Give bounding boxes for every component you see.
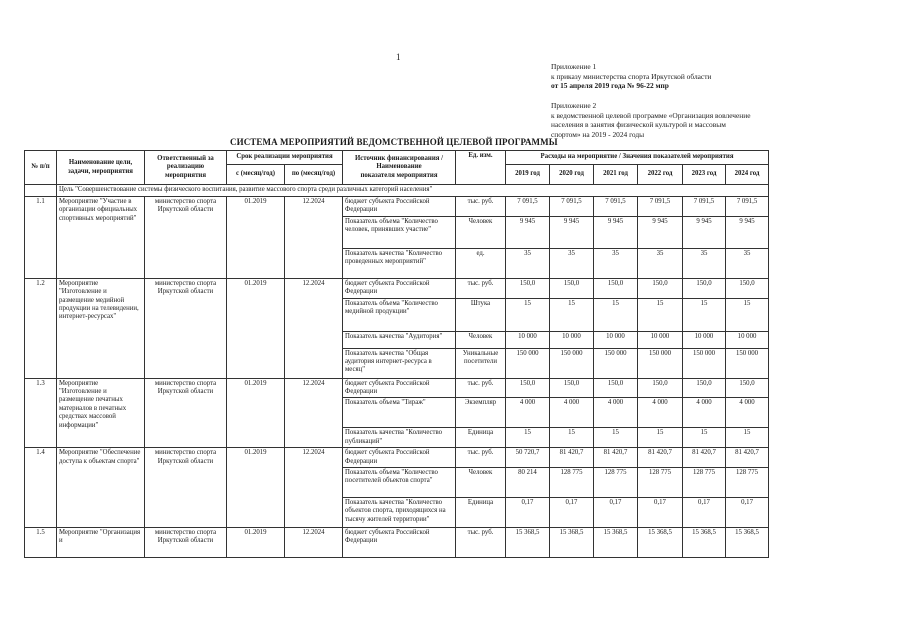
indicator-unit: Человек bbox=[456, 331, 506, 348]
indicator-value: 9 945 bbox=[726, 216, 769, 248]
indicator-value: 15 368,5 bbox=[726, 528, 769, 558]
indicator-label: бюджет субъекта Российской Федерации bbox=[343, 448, 456, 468]
indicator-label: Показатель качества "Общая аудитория интернет-ресурса в месяц" bbox=[343, 348, 456, 378]
indicator-value: 15 bbox=[726, 428, 769, 448]
indicator-value: 150,0 bbox=[594, 278, 638, 298]
header-to: по (месяц/год) bbox=[285, 165, 343, 185]
indicator-value: 150,0 bbox=[506, 378, 550, 398]
header-unit: Ед. изм. bbox=[456, 151, 506, 185]
table-row bbox=[25, 448, 769, 468]
indicator-value: 150 000 bbox=[506, 348, 550, 378]
indicator-value: 80 214 bbox=[506, 468, 550, 498]
indicator-value: 9 945 bbox=[594, 216, 638, 248]
indicator-value: 9 945 bbox=[638, 216, 683, 248]
indicator-value: 15 bbox=[594, 428, 638, 448]
indicator-value: 10 000 bbox=[506, 331, 550, 348]
indicator-value: 15 bbox=[594, 298, 638, 331]
indicator-value: 0,17 bbox=[506, 498, 550, 528]
indicator-value: 7 091,5 bbox=[506, 197, 550, 217]
indicator-value: 150 000 bbox=[726, 348, 769, 378]
indicator-label: Показатель качества "Количество объектов спорта, приходящихся на тысячу жителей территории" bbox=[343, 498, 456, 528]
measure-num: 1.4 bbox=[25, 448, 57, 528]
measure-num: 1.1 bbox=[25, 197, 57, 279]
indicator-value: 150,0 bbox=[683, 378, 726, 398]
goal-text: Цель "Совершенствование системы физического воспитания, развитие массового спорта среди различных категорий населения" bbox=[57, 185, 769, 197]
indicator-label: Показатель качества "Аудитория" bbox=[343, 331, 456, 348]
measure-name: Мероприятие "Изготовление и размещение печатных материалов в печатных средствах массовой информации" bbox=[57, 378, 145, 448]
measure-responsible: министерство спорта Иркутской области bbox=[145, 278, 227, 378]
indicator-value: 4 000 bbox=[594, 398, 638, 428]
indicator-label: Показатель объема "Количество посетителей объектов спорта" bbox=[343, 468, 456, 498]
indicator-unit: Единица bbox=[456, 498, 506, 528]
indicator-value: 15 368,5 bbox=[506, 528, 550, 558]
measure-from: 01.2019 bbox=[227, 448, 285, 528]
indicator-value: 15 bbox=[638, 298, 683, 331]
indicator-value: 10 000 bbox=[726, 331, 769, 348]
measure-responsible: министерство спорта Иркутской области bbox=[145, 197, 227, 279]
indicator-value: 7 091,5 bbox=[550, 197, 594, 217]
indicator-value: 0,17 bbox=[638, 498, 683, 528]
header-source bbox=[343, 151, 456, 185]
indicator-label: бюджет субъекта Российской Федерации bbox=[343, 528, 456, 558]
measure-num: 1.2 bbox=[25, 278, 57, 378]
indicator-unit: тыс. руб. bbox=[456, 278, 506, 298]
indicator-unit: тыс. руб. bbox=[456, 448, 506, 468]
indicator-value: 9 945 bbox=[506, 216, 550, 248]
indicator-value: 7 091,5 bbox=[726, 197, 769, 217]
header-num: № п/п bbox=[25, 151, 57, 185]
table-row bbox=[25, 197, 769, 217]
measure-num: 1.5 bbox=[25, 528, 57, 558]
indicator-label: Показатель объема "Количество человек, принявших участие" bbox=[343, 216, 456, 248]
measure-from: 01.2019 bbox=[227, 197, 285, 279]
indicator-unit: тыс. руб. bbox=[456, 528, 506, 558]
indicator-value: 4 000 bbox=[683, 398, 726, 428]
indicator-value: 81 420,7 bbox=[726, 448, 769, 468]
indicator-unit: Человек bbox=[456, 468, 506, 498]
header-from: с (месяц/год) bbox=[227, 165, 285, 185]
indicator-value: 7 091,5 bbox=[594, 197, 638, 217]
indicator-value: 50 720,7 bbox=[506, 448, 550, 468]
measure-name: Мероприятие "Организация и bbox=[57, 528, 145, 558]
measure-to: 12.2024 bbox=[285, 528, 343, 558]
header-source-line-2: Наименование bbox=[376, 163, 422, 171]
indicator-value: 150,0 bbox=[638, 278, 683, 298]
indicator-value: 150 000 bbox=[594, 348, 638, 378]
indicator-value: 15 368,5 bbox=[550, 528, 594, 558]
indicator-unit: Уникальные посетители bbox=[456, 348, 506, 378]
indicator-value: 81 420,7 bbox=[638, 448, 683, 468]
header-year-2020: 2020 год bbox=[550, 165, 594, 185]
indicator-value: 35 bbox=[638, 248, 683, 278]
indicator-label: Показатель объема "Количество медийной продукции" bbox=[343, 298, 456, 331]
table-row bbox=[25, 378, 769, 398]
indicator-label: Показатель объема "Тираж" bbox=[343, 398, 456, 428]
indicator-value: 35 bbox=[683, 248, 726, 278]
appendix-2-line-3: населения в занятия физической культурой и массовым bbox=[551, 120, 726, 130]
header-year-2019: 2019 год bbox=[506, 165, 550, 185]
indicator-value: 4 000 bbox=[550, 398, 594, 428]
indicator-value: 4 000 bbox=[506, 398, 550, 428]
indicator-value: 0,17 bbox=[726, 498, 769, 528]
indicator-value: 4 000 bbox=[638, 398, 683, 428]
indicator-value: 15 368,5 bbox=[638, 528, 683, 558]
appendix-2-line-4: спортом» на 2019 - 2024 годы bbox=[551, 129, 645, 139]
measure-to: 12.2024 bbox=[285, 378, 343, 448]
indicator-value: 9 945 bbox=[550, 216, 594, 248]
measure-name: Мероприятие "Обеспечение доступа к объектам спорта" bbox=[57, 448, 145, 528]
indicator-value: 15 368,5 bbox=[594, 528, 638, 558]
header-year-2022: 2022 год bbox=[638, 165, 683, 185]
indicator-value: 81 420,7 bbox=[683, 448, 726, 468]
measure-to: 12.2024 bbox=[285, 197, 343, 279]
indicator-value: 150,0 bbox=[726, 278, 769, 298]
indicator-value: 10 000 bbox=[683, 331, 726, 348]
document-title: СИСТЕМА МЕРОПРИЯТИЙ ВЕДОМСТВЕННОЙ ЦЕЛЕВОЙ ПРОГРАММЫ bbox=[230, 137, 558, 147]
indicator-unit: Человек bbox=[456, 216, 506, 248]
indicator-value: 150,0 bbox=[594, 378, 638, 398]
indicator-value: 128 775 bbox=[683, 468, 726, 498]
indicator-value: 15 bbox=[550, 298, 594, 331]
measure-to: 12.2024 bbox=[285, 278, 343, 378]
indicator-value: 4 000 bbox=[726, 398, 769, 428]
indicator-value: 150,0 bbox=[638, 378, 683, 398]
measure-from: 01.2019 bbox=[227, 378, 285, 448]
measure-to: 12.2024 bbox=[285, 448, 343, 528]
measure-num: 1.3 bbox=[25, 378, 57, 448]
indicator-value: 10 000 bbox=[594, 331, 638, 348]
appendix-1-title: Приложение 1 bbox=[551, 62, 597, 71]
indicator-unit: Экземпляр bbox=[456, 398, 506, 428]
header-year-2021: 2021 год bbox=[594, 165, 638, 185]
indicator-label: Показатель качества "Количество публикаций" bbox=[343, 428, 456, 448]
header-expenses: Расходы на мероприятие / Значения показателей мероприятия bbox=[506, 151, 769, 165]
indicator-unit: тыс. руб. bbox=[456, 378, 506, 398]
indicator-value: 15 bbox=[550, 428, 594, 448]
indicator-label: Показатель качества "Количество проведенных мероприятий" bbox=[343, 248, 456, 278]
indicator-unit: Единица bbox=[456, 428, 506, 448]
indicator-value: 15 bbox=[638, 428, 683, 448]
measure-from: 01.2019 bbox=[227, 528, 285, 558]
indicator-value: 35 bbox=[550, 248, 594, 278]
appendix-2-line-2: к ведомственной целевой программе «Организация вовлечение bbox=[551, 110, 751, 120]
indicator-label: бюджет субъекта Российской Федерации bbox=[343, 278, 456, 298]
indicator-label: бюджет субъекта Российской Федерации bbox=[343, 197, 456, 217]
indicator-value: 15 bbox=[506, 298, 550, 331]
header-source-line-3: показателя мероприятия bbox=[360, 171, 438, 179]
appendix-1-order: к приказу министерства спорта Иркутской области bbox=[551, 71, 712, 81]
appendix-1-block bbox=[551, 62, 711, 91]
indicator-value: 150,0 bbox=[726, 378, 769, 398]
indicator-value: 35 bbox=[726, 248, 769, 278]
indicator-value: 0,17 bbox=[683, 498, 726, 528]
measure-responsible: министерство спорта Иркутской области bbox=[145, 378, 227, 448]
indicator-value: 15 bbox=[726, 298, 769, 331]
indicator-unit: ед. bbox=[456, 248, 506, 278]
header-period: Срок реализации мероприятия bbox=[227, 151, 343, 165]
indicator-value: 7 091,5 bbox=[638, 197, 683, 217]
indicator-value: 10 000 bbox=[550, 331, 594, 348]
page-number: 1 bbox=[396, 52, 401, 62]
measure-name: Мероприятие "Изготовление и размещение медийной продукции на телевидении, интернет-ресурсах" bbox=[57, 278, 145, 378]
indicator-value: 81 420,7 bbox=[550, 448, 594, 468]
measures-table bbox=[24, 150, 769, 558]
goal-row bbox=[25, 185, 769, 197]
indicator-value: 81 420,7 bbox=[594, 448, 638, 468]
indicator-value: 128 775 bbox=[726, 468, 769, 498]
indicator-value: 15 bbox=[683, 298, 726, 331]
indicator-value: 0,17 bbox=[594, 498, 638, 528]
indicator-unit: тыс. руб. bbox=[456, 197, 506, 217]
indicator-value: 15 bbox=[506, 428, 550, 448]
header-year-2024: 2024 год bbox=[726, 165, 769, 185]
goal-num-cell bbox=[25, 185, 57, 197]
indicator-value: 150,0 bbox=[506, 278, 550, 298]
table-row bbox=[25, 278, 769, 298]
table-body bbox=[25, 185, 769, 558]
table-row bbox=[25, 528, 769, 558]
indicator-value: 15 bbox=[683, 428, 726, 448]
appendix-1-date: от 15 апреля 2019 года № 96-22 мпр bbox=[551, 81, 669, 91]
indicator-value: 150 000 bbox=[683, 348, 726, 378]
measure-from: 01.2019 bbox=[227, 278, 285, 378]
indicator-unit: Штука bbox=[456, 298, 506, 331]
header-year-2023: 2023 год bbox=[683, 165, 726, 185]
indicator-value: 128 775 bbox=[550, 468, 594, 498]
header-source-line-1: Источник финансирования / bbox=[354, 154, 443, 162]
indicator-value: 150 000 bbox=[550, 348, 594, 378]
indicator-value: 35 bbox=[506, 248, 550, 278]
indicator-value: 150 000 bbox=[638, 348, 683, 378]
table-header bbox=[25, 151, 769, 185]
indicator-value: 7 091,5 bbox=[683, 197, 726, 217]
indicator-label: бюджет субъекта Российской Федерации bbox=[343, 378, 456, 398]
appendix-2-title: Приложение 2 bbox=[551, 101, 597, 110]
indicator-value: 150,0 bbox=[683, 278, 726, 298]
measure-name: Мероприятие "Участие в организации официальных спортивных мероприятий" bbox=[57, 197, 145, 279]
indicator-value: 0,17 bbox=[550, 498, 594, 528]
indicator-value: 150,0 bbox=[550, 378, 594, 398]
header-name: Наименование цели, задачи, мероприятия bbox=[57, 151, 145, 185]
indicator-value: 128 775 bbox=[594, 468, 638, 498]
indicator-value: 10 000 bbox=[638, 331, 683, 348]
measure-responsible: министерство спорта Иркутской области bbox=[145, 528, 227, 558]
indicator-value: 35 bbox=[594, 248, 638, 278]
measure-responsible: министерство спорта Иркутской области bbox=[145, 448, 227, 528]
indicator-value: 128 775 bbox=[638, 468, 683, 498]
indicator-value: 150,0 bbox=[550, 278, 594, 298]
indicator-value: 9 945 bbox=[683, 216, 726, 248]
header-responsible: Ответственный за реализацию мероприятия bbox=[145, 151, 227, 185]
appendix-2-block bbox=[551, 101, 751, 139]
indicator-value: 15 368,5 bbox=[683, 528, 726, 558]
